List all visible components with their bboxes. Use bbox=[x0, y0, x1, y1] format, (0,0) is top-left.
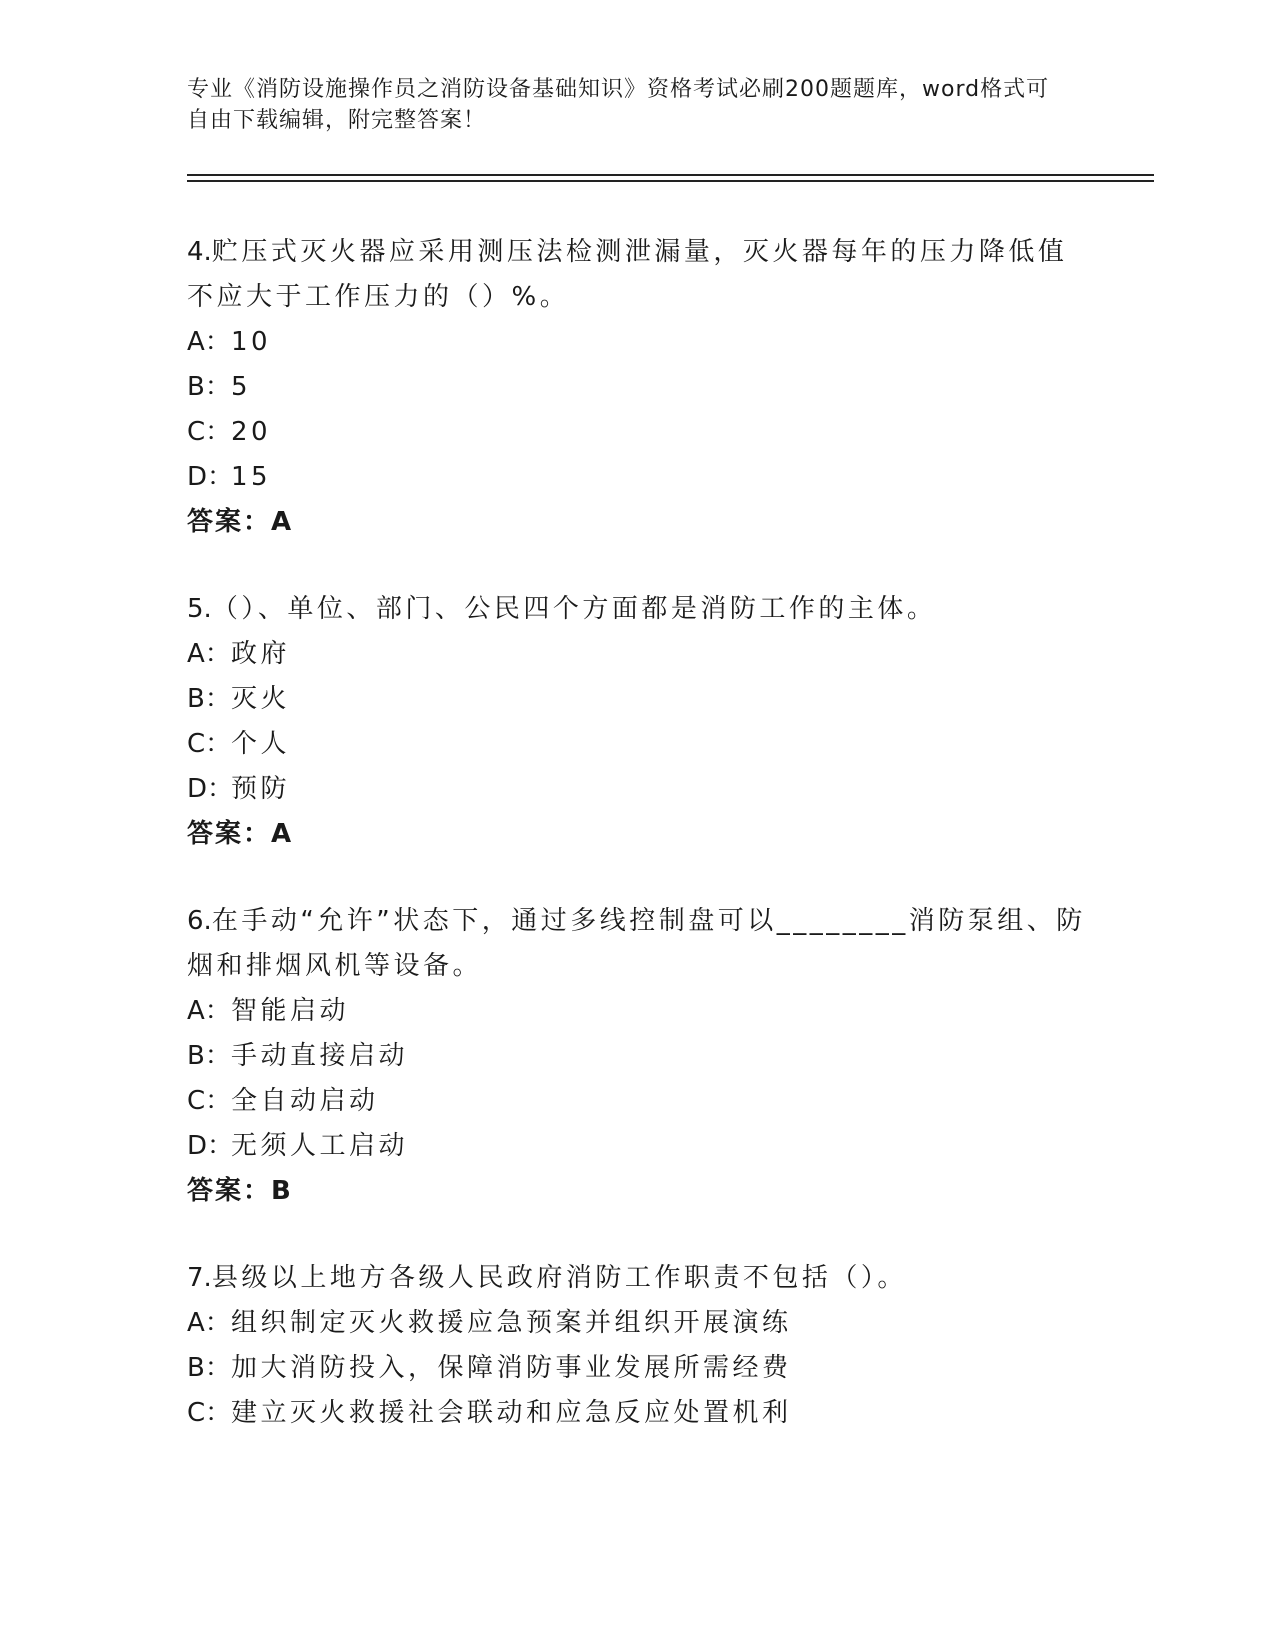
question-number: 4. bbox=[187, 237, 212, 267]
option-a bbox=[187, 320, 1087, 365]
option-letter: D： bbox=[187, 462, 234, 492]
option-c bbox=[187, 1079, 1087, 1124]
answer-line: 答案：B bbox=[187, 1176, 293, 1206]
question-5 bbox=[187, 587, 1087, 857]
option-letter: C： bbox=[187, 417, 232, 447]
option-b bbox=[187, 1034, 1087, 1079]
question-number: 7. bbox=[187, 1263, 212, 1293]
option-text: 预防 bbox=[231, 774, 291, 804]
question-stem bbox=[187, 899, 1087, 989]
question-text: 在手动“允许”状态下，通过多线控制盘可以________消防泵组、防烟和排烟风机等设备。 bbox=[187, 906, 1086, 981]
option-text: 智能启动 bbox=[231, 996, 350, 1026]
option-letter: C： bbox=[187, 1398, 232, 1428]
answer-line: 答案：A bbox=[187, 819, 294, 849]
question-number: 6. bbox=[187, 906, 212, 936]
question-text: 贮压式灭火器应采用测压法检测泄漏量，灭火器每年的压力降低值不应大于工作压力的（）%。 bbox=[187, 237, 1068, 312]
question-number: 5. bbox=[187, 594, 212, 624]
question-list bbox=[187, 230, 1087, 1478]
option-text: 灭火 bbox=[231, 684, 291, 714]
option-text: 20 bbox=[231, 417, 272, 447]
option-text: 全自动启动 bbox=[231, 1086, 379, 1116]
option-b bbox=[187, 1346, 1087, 1391]
option-letter: B： bbox=[187, 684, 231, 714]
option-letter: B： bbox=[187, 372, 231, 402]
option-letter: D： bbox=[187, 774, 234, 804]
option-a bbox=[187, 989, 1087, 1034]
option-text: 手动直接启动 bbox=[231, 1041, 409, 1071]
question-text: （）、单位、部门、公民四个方面都是消防工作的主体。 bbox=[211, 594, 937, 624]
option-text: 组织制定灭火救援应急预案并组织开展演练 bbox=[231, 1308, 792, 1338]
question-stem bbox=[187, 230, 1087, 320]
option-letter: A： bbox=[187, 639, 231, 669]
option-c bbox=[187, 410, 1087, 455]
option-text: 15 bbox=[231, 462, 272, 492]
option-text: 个人 bbox=[231, 729, 291, 759]
question-text: 县级以上地方各级人民政府消防工作职责不包括（）。 bbox=[211, 1263, 907, 1293]
header-divider-top bbox=[187, 174, 1154, 176]
option-letter: D： bbox=[187, 1131, 234, 1161]
option-text: 5 bbox=[231, 372, 252, 402]
option-letter: C： bbox=[187, 1086, 232, 1116]
option-text: 建立灭火救援社会联动和应急反应处置机利 bbox=[231, 1398, 792, 1428]
question-6 bbox=[187, 899, 1087, 1214]
document-header: 专业《消防设施操作员之消防设备基础知识》资格考试必刷200题题库，word格式可自由下载编辑，附完整答案！ bbox=[187, 77, 1050, 133]
option-text: 10 bbox=[231, 327, 272, 357]
option-b bbox=[187, 677, 1087, 722]
option-b bbox=[187, 365, 1087, 410]
question-4 bbox=[187, 230, 1087, 545]
option-d bbox=[187, 1124, 1087, 1169]
option-d bbox=[187, 767, 1087, 812]
option-c bbox=[187, 722, 1087, 767]
option-a bbox=[187, 632, 1087, 677]
question-stem bbox=[187, 1256, 1087, 1301]
option-letter: B： bbox=[187, 1041, 231, 1071]
option-letter: A： bbox=[187, 1308, 231, 1338]
option-c bbox=[187, 1391, 1087, 1436]
question-7 bbox=[187, 1256, 1087, 1436]
option-d bbox=[187, 455, 1087, 500]
option-a bbox=[187, 1301, 1087, 1346]
question-stem bbox=[187, 587, 1087, 632]
option-letter: A： bbox=[187, 327, 231, 357]
option-letter: A： bbox=[187, 996, 231, 1026]
option-letter: B： bbox=[187, 1353, 231, 1383]
option-letter: C： bbox=[187, 729, 232, 759]
header-divider-bottom bbox=[187, 180, 1154, 182]
option-text: 加大消防投入，保障消防事业发展所需经费 bbox=[231, 1353, 792, 1383]
answer-line: 答案：A bbox=[187, 507, 294, 537]
option-text: 无须人工启动 bbox=[231, 1131, 409, 1161]
option-text: 政府 bbox=[231, 639, 291, 669]
